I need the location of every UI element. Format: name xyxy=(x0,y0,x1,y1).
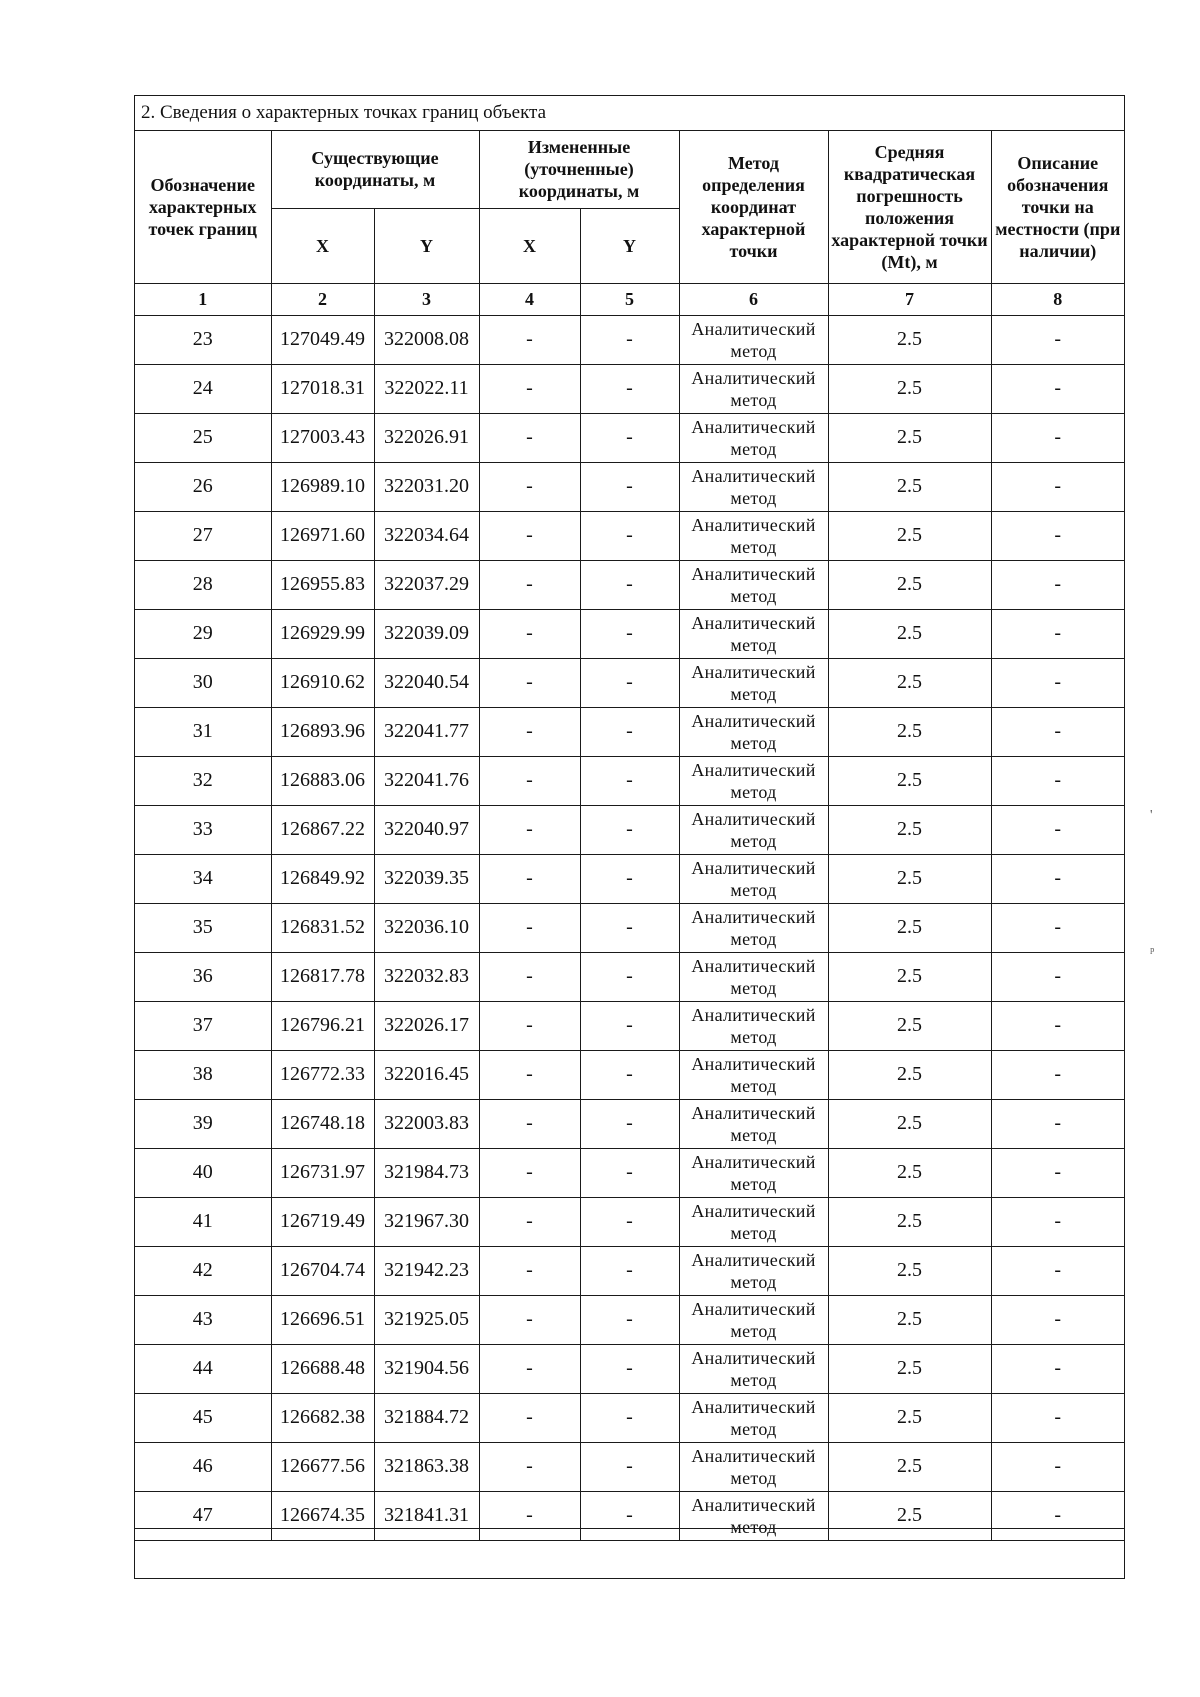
header-method: Метод определения координат характерной точки xyxy=(679,131,828,283)
changed-y-cell: - xyxy=(580,1295,679,1344)
mean-error-cell: 2.5 xyxy=(828,413,991,462)
table-row xyxy=(135,952,1124,1001)
method-cell: Аналитический метод xyxy=(679,413,828,462)
method-cell: Аналитический метод xyxy=(679,1050,828,1099)
existing-y-cell: 322034.64 xyxy=(374,511,479,560)
changed-x-cell: - xyxy=(479,756,580,805)
method-cell: Аналитический метод xyxy=(679,1442,828,1491)
table-row xyxy=(135,609,1124,658)
existing-y-cell: 322037.29 xyxy=(374,560,479,609)
mean-error-cell: 2.5 xyxy=(828,1295,991,1344)
description-cell: - xyxy=(991,1099,1124,1148)
mean-error-cell: 2.5 xyxy=(828,1442,991,1491)
mean-error-cell: 2.5 xyxy=(828,1050,991,1099)
existing-y-cell: 321942.23 xyxy=(374,1246,479,1295)
table-body xyxy=(135,315,1124,1540)
existing-y-cell: 322031.20 xyxy=(374,462,479,511)
existing-y-cell: 322026.17 xyxy=(374,1001,479,1050)
changed-x-cell: - xyxy=(479,315,580,364)
mean-error-cell: 2.5 xyxy=(828,1246,991,1295)
mean-error-cell: 2.5 xyxy=(828,315,991,364)
existing-x-cell: 126682.38 xyxy=(271,1393,374,1442)
mean-error-cell: 2.5 xyxy=(828,903,991,952)
description-cell: - xyxy=(991,609,1124,658)
changed-y-cell: - xyxy=(580,805,679,854)
table-row xyxy=(135,1295,1124,1344)
point-number-cell: 23 xyxy=(135,315,271,364)
point-number-cell: 29 xyxy=(135,609,271,658)
scan-mark: ᵖ xyxy=(1150,945,1155,960)
mean-error-cell: 2.5 xyxy=(828,1099,991,1148)
existing-x-cell: 126748.18 xyxy=(271,1099,374,1148)
changed-x-cell: - xyxy=(479,511,580,560)
point-number-cell: 25 xyxy=(135,413,271,462)
header-description: Описание обозначения точки на местности (при наличии) xyxy=(991,131,1124,283)
header-existing-x: X xyxy=(271,208,374,283)
changed-y-cell: - xyxy=(580,658,679,707)
point-number-cell: 46 xyxy=(135,1442,271,1491)
existing-x-cell: 126867.22 xyxy=(271,805,374,854)
changed-y-cell: - xyxy=(580,364,679,413)
table-row xyxy=(135,1197,1124,1246)
changed-y-cell: - xyxy=(580,462,679,511)
mean-error-cell: 2.5 xyxy=(828,364,991,413)
existing-x-cell: 126955.83 xyxy=(271,560,374,609)
changed-y-cell: - xyxy=(580,1344,679,1393)
existing-x-cell: 126772.33 xyxy=(271,1050,374,1099)
method-cell: Аналитический метод xyxy=(679,462,828,511)
column-number: 6 xyxy=(679,283,828,315)
table-row xyxy=(135,511,1124,560)
column-number: 4 xyxy=(479,283,580,315)
table-row xyxy=(135,756,1124,805)
existing-x-cell: 126883.06 xyxy=(271,756,374,805)
changed-x-cell: - xyxy=(479,1393,580,1442)
changed-x-cell: - xyxy=(479,903,580,952)
method-cell: Аналитический метод xyxy=(679,854,828,903)
changed-y-cell: - xyxy=(580,560,679,609)
changed-y-cell: - xyxy=(580,315,679,364)
existing-x-cell: 126719.49 xyxy=(271,1197,374,1246)
existing-y-cell: 321904.56 xyxy=(374,1344,479,1393)
existing-x-cell: 126849.92 xyxy=(271,854,374,903)
existing-x-cell: 126796.21 xyxy=(271,1001,374,1050)
point-number-cell: 38 xyxy=(135,1050,271,1099)
changed-y-cell: - xyxy=(580,1491,679,1540)
existing-x-cell: 126674.35 xyxy=(271,1491,374,1540)
mean-error-cell: 2.5 xyxy=(828,1393,991,1442)
point-number-cell: 36 xyxy=(135,952,271,1001)
existing-x-cell: 126704.74 xyxy=(271,1246,374,1295)
mean-error-cell: 2.5 xyxy=(828,658,991,707)
existing-x-cell: 126677.56 xyxy=(271,1442,374,1491)
method-cell: Аналитический метод xyxy=(679,315,828,364)
existing-y-cell: 322032.83 xyxy=(374,952,479,1001)
table-row xyxy=(135,1393,1124,1442)
method-cell: Аналитический метод xyxy=(679,1148,828,1197)
changed-x-cell: - xyxy=(479,413,580,462)
changed-x-cell: - xyxy=(479,1001,580,1050)
mean-error-cell: 2.5 xyxy=(828,609,991,658)
description-cell: - xyxy=(991,1344,1124,1393)
method-cell: Аналитический метод xyxy=(679,658,828,707)
table-footer-row xyxy=(135,1528,1124,1529)
point-number-cell: 30 xyxy=(135,658,271,707)
column-number: 5 xyxy=(580,283,679,315)
method-cell: Аналитический метод xyxy=(679,560,828,609)
table-row xyxy=(135,1001,1124,1050)
existing-x-cell: 126696.51 xyxy=(271,1295,374,1344)
description-cell: - xyxy=(991,658,1124,707)
description-cell: - xyxy=(991,1491,1124,1540)
table-row xyxy=(135,903,1124,952)
changed-x-cell: - xyxy=(479,1050,580,1099)
method-cell: Аналитический метод xyxy=(679,364,828,413)
changed-y-cell: - xyxy=(580,903,679,952)
mean-error-cell: 2.5 xyxy=(828,560,991,609)
existing-y-cell: 322016.45 xyxy=(374,1050,479,1099)
changed-x-cell: - xyxy=(479,1442,580,1491)
changed-x-cell: - xyxy=(479,854,580,903)
table-row xyxy=(135,1344,1124,1393)
changed-x-cell: - xyxy=(479,364,580,413)
existing-y-cell: 322040.54 xyxy=(374,658,479,707)
description-cell: - xyxy=(991,462,1124,511)
header-changed-x: X xyxy=(479,208,580,283)
description-cell: - xyxy=(991,805,1124,854)
table-row xyxy=(135,560,1124,609)
changed-y-cell: - xyxy=(580,413,679,462)
existing-y-cell: 322040.97 xyxy=(374,805,479,854)
existing-y-cell: 322041.77 xyxy=(374,707,479,756)
method-cell: Аналитический метод xyxy=(679,1001,828,1050)
table-row xyxy=(135,1148,1124,1197)
changed-x-cell: - xyxy=(479,1197,580,1246)
table-row xyxy=(135,413,1124,462)
header-existing-y: Y xyxy=(374,208,479,283)
changed-y-cell: - xyxy=(580,1099,679,1148)
point-number-cell: 40 xyxy=(135,1148,271,1197)
changed-y-cell: - xyxy=(580,854,679,903)
method-cell: Аналитический метод xyxy=(679,1393,828,1442)
point-number-cell: 44 xyxy=(135,1344,271,1393)
method-cell: Аналитический метод xyxy=(679,1344,828,1393)
existing-x-cell: 126817.78 xyxy=(271,952,374,1001)
changed-y-cell: - xyxy=(580,1393,679,1442)
description-cell: - xyxy=(991,1050,1124,1099)
point-number-cell: 35 xyxy=(135,903,271,952)
header-existing-coordinates: Существующие координаты, м xyxy=(271,131,479,208)
description-cell: - xyxy=(991,707,1124,756)
existing-y-cell: 322008.08 xyxy=(374,315,479,364)
changed-y-cell: - xyxy=(580,1442,679,1491)
column-number: 3 xyxy=(374,283,479,315)
changed-y-cell: - xyxy=(580,952,679,1001)
mean-error-cell: 2.5 xyxy=(828,854,991,903)
header-changed-y: Y xyxy=(580,208,679,283)
existing-y-cell: 321925.05 xyxy=(374,1295,479,1344)
point-number-cell: 41 xyxy=(135,1197,271,1246)
method-cell: Аналитический метод xyxy=(679,1099,828,1148)
column-number: 8 xyxy=(991,283,1124,315)
existing-y-cell: 321984.73 xyxy=(374,1148,479,1197)
description-cell: - xyxy=(991,1295,1124,1344)
existing-y-cell: 322026.91 xyxy=(374,413,479,462)
point-number-cell: 45 xyxy=(135,1393,271,1442)
changed-x-cell: - xyxy=(479,1246,580,1295)
existing-y-cell: 322039.35 xyxy=(374,854,479,903)
table-row xyxy=(135,315,1124,364)
changed-x-cell: - xyxy=(479,658,580,707)
column-number: 2 xyxy=(271,283,374,315)
description-cell: - xyxy=(991,560,1124,609)
changed-x-cell: - xyxy=(479,462,580,511)
mean-error-cell: 2.5 xyxy=(828,462,991,511)
point-number-cell: 47 xyxy=(135,1491,271,1540)
existing-y-cell: 321841.31 xyxy=(374,1491,479,1540)
changed-x-cell: - xyxy=(479,805,580,854)
description-cell: - xyxy=(991,1001,1124,1050)
mean-error-cell: 2.5 xyxy=(828,805,991,854)
table-row xyxy=(135,1491,1124,1540)
changed-x-cell: - xyxy=(479,560,580,609)
description-cell: - xyxy=(991,1393,1124,1442)
mean-error-cell: 2.5 xyxy=(828,1148,991,1197)
point-number-cell: 27 xyxy=(135,511,271,560)
boundary-points-table xyxy=(135,131,1124,1541)
changed-y-cell: - xyxy=(580,756,679,805)
changed-x-cell: - xyxy=(479,1099,580,1148)
existing-y-cell: 322041.76 xyxy=(374,756,479,805)
changed-y-cell: - xyxy=(580,511,679,560)
point-number-cell: 43 xyxy=(135,1295,271,1344)
table-row xyxy=(135,805,1124,854)
existing-y-cell: 322022.11 xyxy=(374,364,479,413)
method-cell: Аналитический метод xyxy=(679,1246,828,1295)
existing-x-cell: 126893.96 xyxy=(271,707,374,756)
changed-y-cell: - xyxy=(580,1050,679,1099)
existing-x-cell: 126731.97 xyxy=(271,1148,374,1197)
table-row xyxy=(135,1099,1124,1148)
mean-error-cell: 2.5 xyxy=(828,511,991,560)
point-number-cell: 24 xyxy=(135,364,271,413)
mean-error-cell: 2.5 xyxy=(828,756,991,805)
method-cell: Аналитический метод xyxy=(679,1197,828,1246)
table-row xyxy=(135,364,1124,413)
description-cell: - xyxy=(991,952,1124,1001)
method-cell: Аналитический метод xyxy=(679,805,828,854)
changed-x-cell: - xyxy=(479,952,580,1001)
method-cell: Аналитический метод xyxy=(679,511,828,560)
description-cell: - xyxy=(991,1442,1124,1491)
existing-x-cell: 126989.10 xyxy=(271,462,374,511)
mean-error-cell: 2.5 xyxy=(828,1197,991,1246)
mean-error-cell: 2.5 xyxy=(828,952,991,1001)
table-row xyxy=(135,854,1124,903)
table-row xyxy=(135,1246,1124,1295)
existing-y-cell: 321863.38 xyxy=(374,1442,479,1491)
point-number-cell: 42 xyxy=(135,1246,271,1295)
changed-x-cell: - xyxy=(479,1148,580,1197)
header-changed-coordinates: Измененные (уточненные) координаты, м xyxy=(479,131,679,208)
point-number-cell: 32 xyxy=(135,756,271,805)
existing-y-cell: 322039.09 xyxy=(374,609,479,658)
column-number: 7 xyxy=(828,283,991,315)
table-row xyxy=(135,658,1124,707)
changed-y-cell: - xyxy=(580,707,679,756)
description-cell: - xyxy=(991,364,1124,413)
header-point-designation: Обозначение характерных точек границ xyxy=(135,131,271,283)
changed-y-cell: - xyxy=(580,1001,679,1050)
description-cell: - xyxy=(991,903,1124,952)
existing-y-cell: 321884.72 xyxy=(374,1393,479,1442)
method-cell: Аналитический метод xyxy=(679,903,828,952)
description-cell: - xyxy=(991,1148,1124,1197)
description-cell: - xyxy=(991,1246,1124,1295)
table-row xyxy=(135,1050,1124,1099)
existing-x-cell: 126688.48 xyxy=(271,1344,374,1393)
description-cell: - xyxy=(991,756,1124,805)
point-number-cell: 28 xyxy=(135,560,271,609)
column-number: 1 xyxy=(135,283,271,315)
changed-x-cell: - xyxy=(479,1295,580,1344)
existing-y-cell: 322003.83 xyxy=(374,1099,479,1148)
description-cell: - xyxy=(991,315,1124,364)
existing-x-cell: 126929.99 xyxy=(271,609,374,658)
existing-x-cell: 127049.49 xyxy=(271,315,374,364)
existing-y-cell: 321967.30 xyxy=(374,1197,479,1246)
method-cell: Аналитический метод xyxy=(679,707,828,756)
method-cell: Аналитический метод xyxy=(679,1491,828,1540)
method-cell: Аналитический метод xyxy=(679,609,828,658)
table-row xyxy=(135,707,1124,756)
scan-mark: ' xyxy=(1150,808,1153,823)
existing-x-cell: 127003.43 xyxy=(271,413,374,462)
point-number-cell: 37 xyxy=(135,1001,271,1050)
description-cell: - xyxy=(991,511,1124,560)
existing-y-cell: 322036.10 xyxy=(374,903,479,952)
description-cell: - xyxy=(991,413,1124,462)
table-row xyxy=(135,462,1124,511)
changed-x-cell: - xyxy=(479,609,580,658)
existing-x-cell: 126971.60 xyxy=(271,511,374,560)
mean-error-cell: 2.5 xyxy=(828,1344,991,1393)
point-number-cell: 31 xyxy=(135,707,271,756)
point-number-cell: 39 xyxy=(135,1099,271,1148)
table-row xyxy=(135,1442,1124,1491)
changed-y-cell: - xyxy=(580,1197,679,1246)
description-cell: - xyxy=(991,1197,1124,1246)
section-title: 2. Сведения о характерных точках границ объекта xyxy=(135,96,1124,131)
existing-x-cell: 126910.62 xyxy=(271,658,374,707)
mean-error-cell: 2.5 xyxy=(828,707,991,756)
boundary-points-sheet xyxy=(134,95,1125,1579)
point-number-cell: 34 xyxy=(135,854,271,903)
method-cell: Аналитический метод xyxy=(679,952,828,1001)
point-number-cell: 33 xyxy=(135,805,271,854)
existing-x-cell: 126831.52 xyxy=(271,903,374,952)
mean-error-cell: 2.5 xyxy=(828,1001,991,1050)
mean-error-cell: 2.5 xyxy=(828,1491,991,1540)
changed-x-cell: - xyxy=(479,1491,580,1540)
changed-x-cell: - xyxy=(479,1344,580,1393)
description-cell: - xyxy=(991,854,1124,903)
changed-y-cell: - xyxy=(580,1246,679,1295)
changed-y-cell: - xyxy=(580,609,679,658)
method-cell: Аналитический метод xyxy=(679,1295,828,1344)
point-number-cell: 26 xyxy=(135,462,271,511)
changed-x-cell: - xyxy=(479,707,580,756)
changed-y-cell: - xyxy=(580,1148,679,1197)
method-cell: Аналитический метод xyxy=(679,756,828,805)
existing-x-cell: 127018.31 xyxy=(271,364,374,413)
header-mean-error: Средняя квадратическая погрешность положения характерной точки (Mt), м xyxy=(828,131,991,283)
